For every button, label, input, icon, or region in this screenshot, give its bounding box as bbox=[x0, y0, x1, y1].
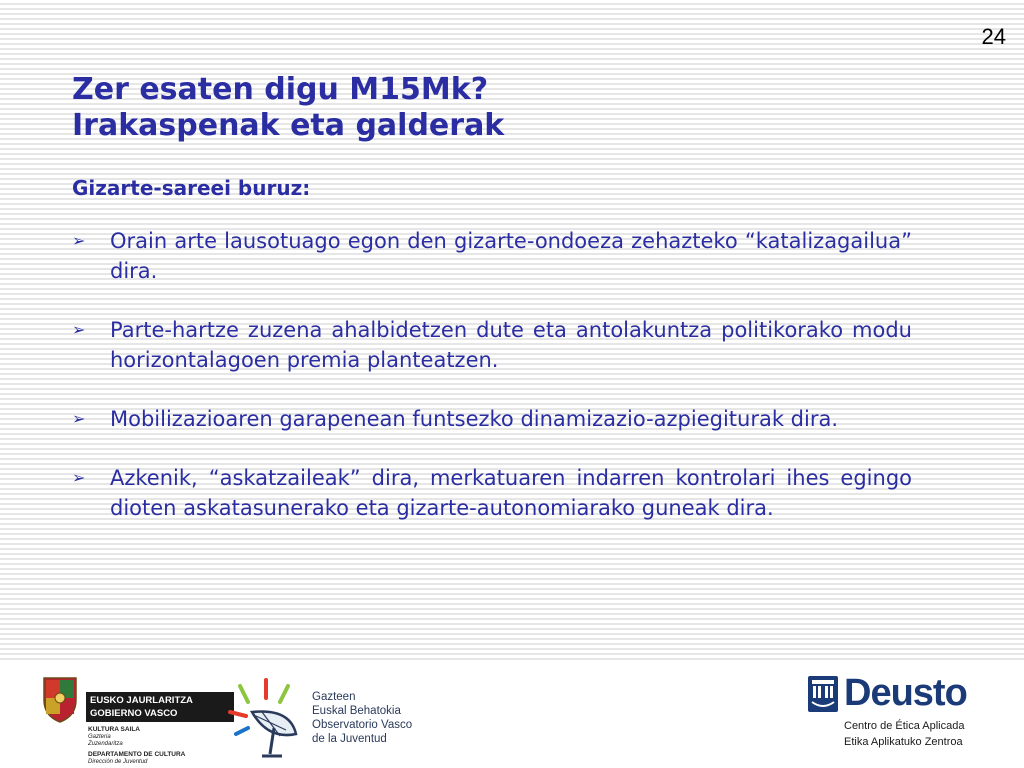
arrow-bullet-icon: ➢ bbox=[72, 409, 86, 428]
gazteen-logo bbox=[226, 676, 426, 760]
slide-title bbox=[72, 72, 504, 144]
gv-line-2: GOBIERNO VASCO bbox=[90, 708, 178, 719]
bullet-item bbox=[72, 404, 912, 434]
bullet-text: Parte-hartze zuzena ahalbidetzen dute eta antolakuntza politikorako modu horizontalagoen premia planteatzen. bbox=[110, 318, 912, 372]
gv-dept1-sub1: Gazteria bbox=[88, 734, 111, 740]
deusto-line-1: Centro de Ética Aplicada bbox=[844, 720, 965, 732]
gz-line-2: Euskal Behatokia bbox=[312, 705, 401, 717]
gz-line-3: Observatorio Vasco bbox=[312, 719, 413, 731]
title-line-2: Irakaspenak eta galderak bbox=[72, 108, 505, 143]
deusto-emblem-icon bbox=[808, 676, 838, 712]
footer-logos bbox=[0, 660, 1024, 768]
title-line-1: Zer esaten digu M15Mk? bbox=[72, 72, 489, 107]
gv-dept-spanish bbox=[88, 751, 185, 766]
satellite-dish-icon bbox=[226, 676, 306, 760]
coat-of-arms-icon bbox=[40, 674, 80, 724]
gv-line-1: EUSKO JAURLARITZA bbox=[90, 695, 193, 706]
gv-dept2-sub: Dirección de Juventud bbox=[88, 759, 148, 765]
gv-dept1-title: KULTURA SAILA bbox=[88, 726, 140, 733]
gobierno-vasco-logo bbox=[36, 672, 206, 765]
bullet-text: Mobilizazioaren garapenean funtsezko dinamizazio-azpiegiturak dira. bbox=[110, 407, 839, 431]
gv-dept1-sub2: Zuzendaritza bbox=[88, 741, 123, 747]
deusto-subtitle bbox=[844, 718, 964, 750]
bullet-item bbox=[72, 463, 912, 523]
gz-line-1: Gazteen bbox=[312, 691, 356, 703]
deusto-logo bbox=[808, 674, 988, 758]
bullet-text: Azkenik, “askatzaileak” dira, merkatuaren indarren kontrolari ihes egingo dioten askatasunerako eta gizarte-autonomiarako guneak dira. bbox=[110, 466, 912, 520]
section-subtitle: Gizarte-sareei buruz: bbox=[72, 176, 311, 200]
deusto-wordmark: Deusto bbox=[844, 672, 967, 714]
bullet-item bbox=[72, 226, 912, 286]
gz-line-4: de la Juventud bbox=[312, 733, 387, 745]
bullet-text: Orain arte lausotuago egon den gizarte-ondoeza zehazteko “katalizagailua” dira. bbox=[110, 229, 912, 283]
arrow-bullet-icon: ➢ bbox=[72, 468, 86, 487]
page-number: 24 bbox=[981, 24, 1006, 49]
arrow-bullet-icon: ➢ bbox=[72, 320, 86, 339]
gazteen-text bbox=[312, 690, 412, 746]
gobierno-vasco-banner bbox=[86, 692, 234, 722]
bullet-list bbox=[72, 226, 912, 552]
arrow-bullet-icon: ➢ bbox=[72, 231, 86, 250]
bullet-item bbox=[72, 315, 912, 375]
deusto-line-2: Etika Aplikatuko Zentroa bbox=[844, 736, 963, 748]
gv-dept-basque bbox=[88, 726, 140, 748]
gv-dept2-title: DEPARTAMENTO DE CULTURA bbox=[88, 751, 186, 758]
